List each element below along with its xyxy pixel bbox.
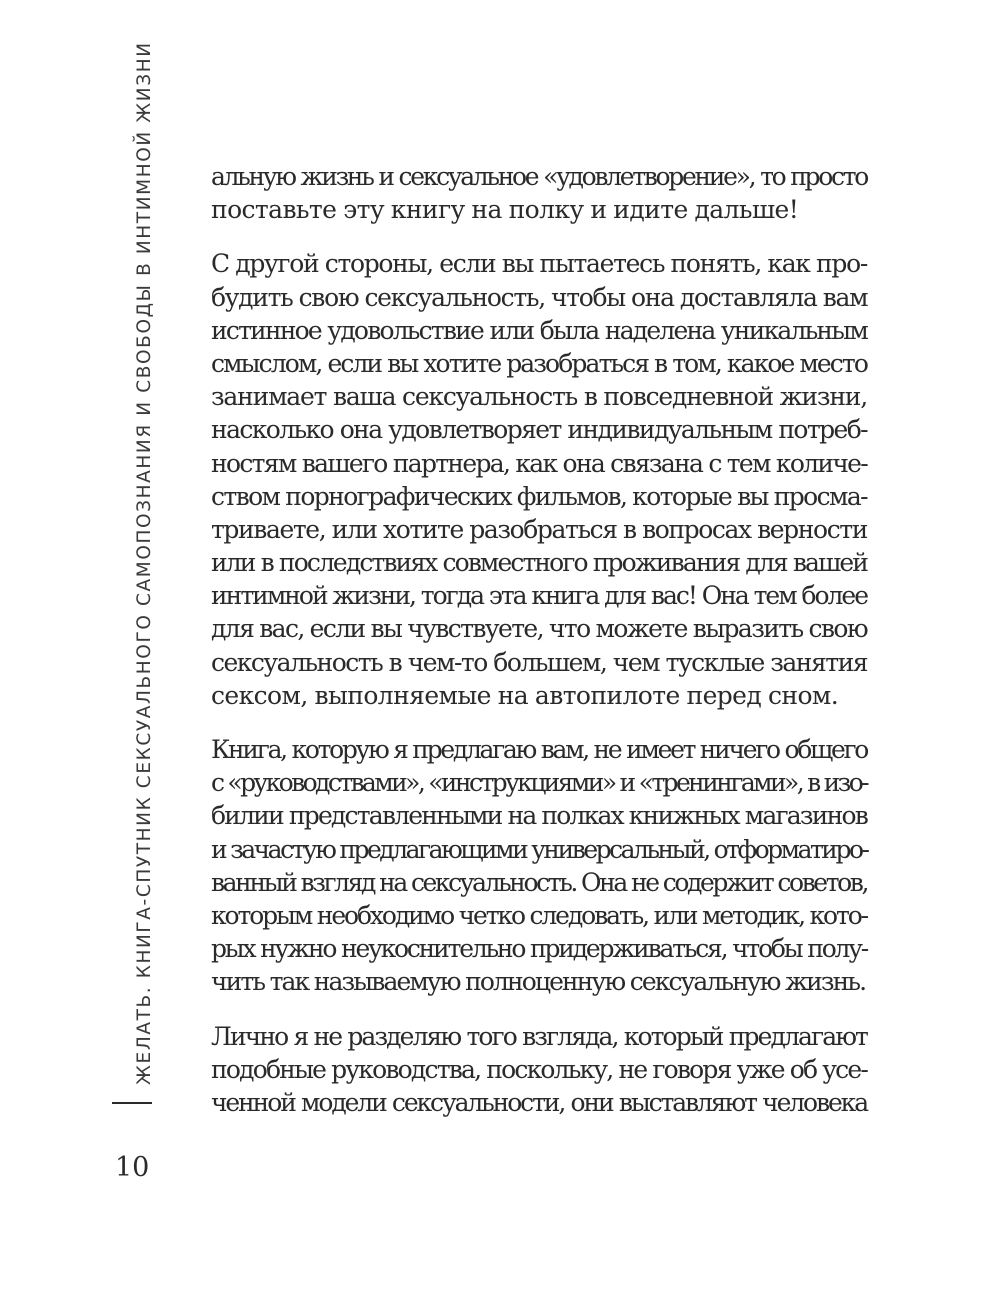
text-line: смыслом, если вы хотите разобраться в том, какое место: [211, 348, 867, 378]
text-line: триваете, или хотите разобраться в вопросах верности: [211, 514, 867, 544]
text-line: ством порнографических фильмов, которые вы просма-: [211, 481, 868, 511]
paragraph-1: [211, 160, 867, 226]
text-line: будить свою сексуальность, чтобы она доставляла вам: [211, 282, 868, 312]
running-head: ЖЕЛАТЬ. КНИГА-СПУТНИК СЕКСУАЛЬНОГО САМОПОЗНАНИЯ И СВОБОДЫ В ИНТИМНОЙ ЖИЗНИ: [134, 41, 155, 1085]
text-line: и зачастую предлагающими универсальный, отформатиро-: [211, 834, 868, 864]
text-line: занимает ваша сексуальность в повседневной жизни,: [211, 382, 867, 412]
text-line: сексом, выполняемые на автопилоте перед сном.: [211, 680, 839, 710]
text-line: с «руководствами», «инструкциями» и «тренингами», в изо-: [211, 768, 867, 798]
text-line: ностям вашего партнера, как она связана с тем количе-: [211, 448, 867, 478]
text-line: сексуальность в чем-то большем, чем тусклые занятия: [211, 647, 867, 677]
text-line: ченной модели сексуальности, они выставляют человека: [211, 1087, 867, 1117]
running-head-rule: [112, 1102, 152, 1104]
text-line: которым необходимо четко следовать, или методик, кото-: [211, 900, 867, 930]
text-line: билии представленными на полках книжных магазинов: [211, 801, 867, 831]
text-line: Лично я не разделяю того взгляда, который предлагают: [211, 1021, 867, 1051]
text-body: [211, 160, 867, 1140]
text-line: С другой стороны, если вы пытаетесь понять, как про-: [211, 249, 867, 279]
text-line: для вас, если вы чувствуете, что можете выразить свою: [211, 614, 867, 644]
paragraph-3: [211, 733, 867, 999]
page-number: 10: [115, 1152, 150, 1183]
text-line: поставьте эту книгу на полку и идите дальше!: [211, 195, 799, 225]
paragraph-2: [211, 247, 867, 712]
text-line: альную жизнь и сексуальное «удовлетворение», то просто: [211, 162, 867, 191]
text-line: насколько она удовлетворяет индивидуальным потреб-: [211, 415, 867, 445]
text-line: или в последствиях совместного проживания для вашей: [211, 548, 867, 578]
text-line: рых нужно неукоснительно придерживаться, чтобы полу-: [211, 934, 867, 964]
paragraph-4: [211, 1020, 867, 1120]
text-line: истинное удовольствие или была наделена уникальным: [211, 315, 867, 345]
text-line: подобные руководства, поскольку, не говоря уже об усе-: [211, 1054, 867, 1084]
text-line: Книга, которую я предлагаю вам, не имеет ничего общего: [211, 735, 867, 764]
text-line: интимной жизни, тогда эта книга для вас! Она тем более: [211, 581, 867, 611]
text-line: чить так называемую полноценную сексуальную жизнь.: [211, 967, 866, 997]
text-line: ванный взгляд на сексуальность. Она не содержит советов,: [211, 867, 867, 897]
